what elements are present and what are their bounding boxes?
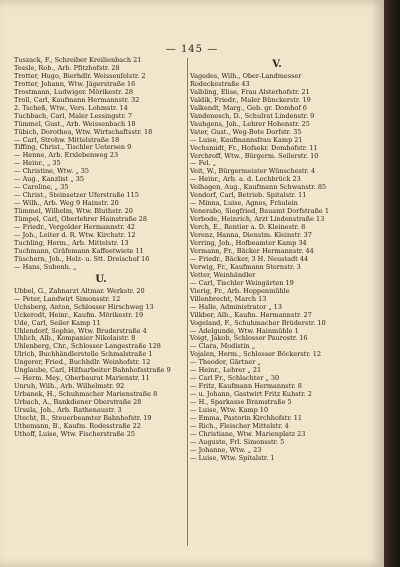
directory-entry: Tuszack, F., Schreiber Kreilienbach 21 (14, 57, 142, 64)
directory-entry: Uthoff, Luise, Wtw. Fischerstraße 25 (14, 430, 135, 438)
directory-entry: — Carl Fr., Schlachter „ 30 (190, 375, 280, 383)
directory-entry: Villenbrecht, March 13 (190, 295, 267, 303)
directory-entry: Ungerer, Fried., Buchhdlr. Weinhofstr. 12 (14, 359, 151, 367)
directory-entry: Vandenesch, D., Schulrat Lindenstr. 9 (190, 112, 315, 120)
directory-entry: — Joh., Leiter d. R. Wtw. Kirchstr. 12 (14, 231, 136, 239)
directory-entry: Trotter, Johann, Wtw. Jägerstraße 16 (14, 80, 136, 88)
directory-entry: Ulrich, Buchhändlerstelle Schmalstraße 1 (14, 351, 153, 359)
directory-entry: Verbode, Heinrich, Ärzt Lindenstraße 13 (190, 216, 325, 224)
directory-entry: Valdik, Friedr., Maler Bünckerstr. 19 (190, 96, 311, 104)
directory-entry: — Christ., Steinsetzer Uferstraße 115 (14, 192, 139, 200)
directory-entry: Tümpel, Carl, Oberlehrer Hainstraße 28 (14, 216, 148, 224)
directory-entry: Verchroff, Wtw., Bürgerm. Seilerstr. 10 (190, 152, 319, 160)
directory-entry: — Minna, Luise, Agnes, Fräulein (190, 200, 298, 208)
directory-entry: Venerabo, Siegfried, Bauamt Dorfstraße 1 (190, 208, 329, 216)
directory-entry: — Luise, Kaufmannsfrau Kamp 21 (190, 136, 303, 144)
directory-entry: — Clara, Modistin „ (190, 343, 256, 351)
directory-entry: — Luise, Wtw. Spitalstr. 1 (190, 454, 275, 462)
directory-entry: Uckerodt, Heinr., Kaufm. Mörikestr. 19 (14, 311, 144, 319)
directory-entry: — Carl, Strohw. Mittelstraße 18 (14, 136, 120, 144)
section-letter-v: V. (272, 59, 282, 70)
directory-entry: — Aug., Kanzlist „ 35 (14, 176, 85, 184)
directory-entry: — Heinr., Arb. a. d. Lochbrück 23 (190, 176, 301, 184)
directory-entry: Vagedes, Wilh., Ober-Landmesser (190, 73, 302, 80)
directory-entry: Verch, E., Rentier a. D. Kleinestr. 8 (190, 224, 306, 232)
directory-entry: — Herm. Mey., Oberbaurat Marienstr. 11 (14, 375, 150, 383)
directory-entry: Uhlich, Alb., Kompanier Nikolaistr. 8 (14, 335, 136, 343)
directory-entry: Vater, Gust., Weg-Bote Dorfstr. 35 (190, 128, 302, 136)
directory-entry: Vetter, Weinhändler (190, 271, 256, 279)
directory-entry: — Friedr., Vergolder Hermannstr. 42 (14, 224, 136, 232)
directory-entry: Vendorf, Carl, Betrieb. Spitalstr. 11 (190, 192, 307, 200)
directory-entry: Unruh, Wilh., Arb. Wilhelmstr. 92 (14, 383, 125, 391)
directory-entry: Vierig, Fr., Arb. Hoppenmühle (190, 287, 290, 295)
right-column (190, 57, 364, 463)
directory-entry: Valkendt, Marg., Geb. gr. Domhof 6 (190, 104, 307, 112)
directory-entry: — Henne, Arb. Erxlebenweg 23 (14, 152, 119, 160)
directory-entry: — u. Johann, Gastwirt Fritz Kuhstr. 2 (190, 391, 312, 399)
directory-entry: Tuchmann, Gräfemann Kaffeetwiete 11 (14, 247, 144, 255)
directory-entry: — Rich., Fleischer Mittelstr. 4 (190, 422, 289, 430)
directory-entry: Ubbel, G., Zahnarzt Altmar. Werkstr. 20 (14, 287, 145, 295)
directory-entry: Uhlenberg, Chr., Schlosser Langestraße 128 (14, 343, 161, 351)
directory-entry: — Christine, Wtw. „ 35 (14, 168, 90, 176)
directory-entry: — Johanne, Wtw. „ 23 (190, 446, 262, 454)
directory-entry: — Fel. „ (190, 160, 217, 168)
directory-entry: — Caroline, „ 35 (14, 184, 69, 192)
directory-entry: Urbach, A., Bankdiener Oberstraße 28 (14, 399, 142, 407)
directory-entry: Ude, Carl, Seiler Kamp 11 (14, 319, 101, 327)
directory-entry: Troll, Carl, Kaufmann Hermannstr. 32 (14, 96, 140, 104)
directory-entry: Unglaube, Carl, Hilfsarbeiter Bahnhofsstraße 9 (14, 367, 171, 375)
directory-entry: Ursula, Joh., Arb. Rathenaustr. 3 (14, 407, 122, 415)
column-divider (187, 58, 188, 546)
directory-entry: Tümmel, Gust., Arb. Weissenbach 18 (14, 120, 136, 128)
section-letter-u: U. (95, 273, 107, 285)
directory-entry: Urbanek, H., Schuhmacher Marienstraße 8 (14, 391, 158, 399)
directory-entry: — Friedr., Bäcker, 3 H. Neustadt 44 (190, 255, 309, 263)
directory-entry: Utecht, B., Steuerbeamter Bahnhofstr. 19 (14, 414, 152, 422)
directory-entry: — Carl, Tischler Weingärten 19 (190, 279, 294, 287)
directory-entry: Tuchling, Herm., Arb. Mittelstr. 13 (14, 239, 129, 247)
directory-entry: Vermann, Fr., Bäcker Hermannstr. 44 (190, 247, 314, 255)
directory-entry: Verring, Joh., Hofbeamter Kamp 34 (190, 240, 307, 248)
directory-entry: Vogeland, F., Schuhmacher Brüderstr. 10 (190, 319, 326, 327)
directory-entry: Voigt, Jakob, Schlosser Paurostr. 16 (190, 335, 308, 343)
directory-entry: — Emma, Pastorin Kirchhofstr. 11 (190, 414, 303, 422)
directory-entry: Trotter, Hugo, Bierhdlr. Weissenfelstr. 2 (14, 72, 146, 80)
page-number: — 145 — (165, 44, 219, 55)
right-entries (190, 73, 364, 463)
directory-entry: — Christiane, Wtw. Marienplatz 23 (190, 430, 306, 438)
directory-entry: 2. Tscheß, Wtw., Vers. Lohmstr. 14 (14, 104, 128, 112)
directory-entry: Verwig, Fr., Kaufmann Sternstr. 3 (190, 263, 301, 271)
directory-entry: Veit, W., Bürgermeister Wünschestr. 4 (190, 168, 316, 176)
directory-entry: Rodeckestraße 43 (190, 80, 250, 88)
left-entries-top (14, 57, 188, 272)
directory-entry: — Fritz, Kaufmann Hermannstr. 8 (190, 383, 302, 391)
directory-entry: Tessle, Rob., Arb. Pfitzhofstr. 28 (14, 64, 120, 72)
book-binding-edge (384, 0, 400, 567)
directory-entry: — Adelgunde, Wtw. Hainmühle 1 (190, 327, 299, 335)
directory-entry: Uhlendorf, Sophie, Wtw. Bruderstraße 4 (14, 327, 147, 335)
directory-entry: — Heinr., „ 35 (14, 160, 61, 168)
directory-entry: Valbling, Elise, Frau Alsterhofstr. 21 (190, 88, 310, 96)
directory-entry: Vauhgens, Joh., Lehrer Hohenstr. 25 (190, 120, 310, 128)
directory-entry: — Wilh., Arb. Weg 9 Hainstr. 20 (14, 200, 119, 208)
directory-entry: Velhagen, Aug., Kaufmann Schwanstr. 85 (190, 184, 327, 192)
directory-entry: — Halle, Administrator „ 13 (190, 303, 282, 311)
left-entries-bottom (14, 288, 188, 439)
directory-entry: Tübich, Dorothea, Wtw. Wirtschaftsstr. 18 (14, 128, 153, 136)
directory-entry: — Heinr., Lehrer „ 21 (190, 367, 262, 375)
directory-entry: — Auguste, Frl. Simonsstr. 5 (190, 438, 285, 446)
directory-entry: — Peter, Landwirt Simonsstr. 12 (14, 295, 121, 303)
directory-entry: Verenz, Hanna, Dienstm. Kleinstr. 37 (190, 232, 312, 240)
directory-entry: Vechsmidt, Fr., Hofsekr. Domhofstr. 11 (190, 144, 318, 152)
directory-entry: Uchsberg, Anton, Schlosser Hirschweg 13 (14, 303, 154, 311)
directory-entry: — Hans, Subenh. „ (14, 263, 77, 271)
directory-entry: Vilkber, Alb., Kaufm. Hermannstr. 27 (190, 311, 312, 319)
directory-entry: — H., Sparkasse Bramstraße 5 (190, 399, 292, 407)
directory-entry: Tüschern, Joh., Holz- u. Stt. Dreischof 16 (14, 255, 150, 263)
directory-entry: Tümmel, Wilhelm, Wtw. Bluthstr. 20 (14, 208, 133, 216)
directory-entry: Vojalen, Herm., Schlosser Böckerstr. 12 (190, 351, 322, 359)
left-column (14, 57, 188, 439)
directory-entry: Uthemann, B., Kaufm. Rodesstraße 22 (14, 422, 141, 430)
directory-entry: Trostmann, Ludwiger. Mörikestr. 28 (14, 88, 133, 96)
directory-entry: Tiffing, Christ., Tischler Uetersen 9 (14, 144, 132, 152)
directory-entry: — Luise, Wtw. Kamp 10 (190, 407, 269, 415)
directory-entry: Tuchbach, Carl, Maler Lessingstr. 7 (14, 112, 133, 120)
directory-entry: — Theodor, Gärtner „ (190, 359, 261, 367)
